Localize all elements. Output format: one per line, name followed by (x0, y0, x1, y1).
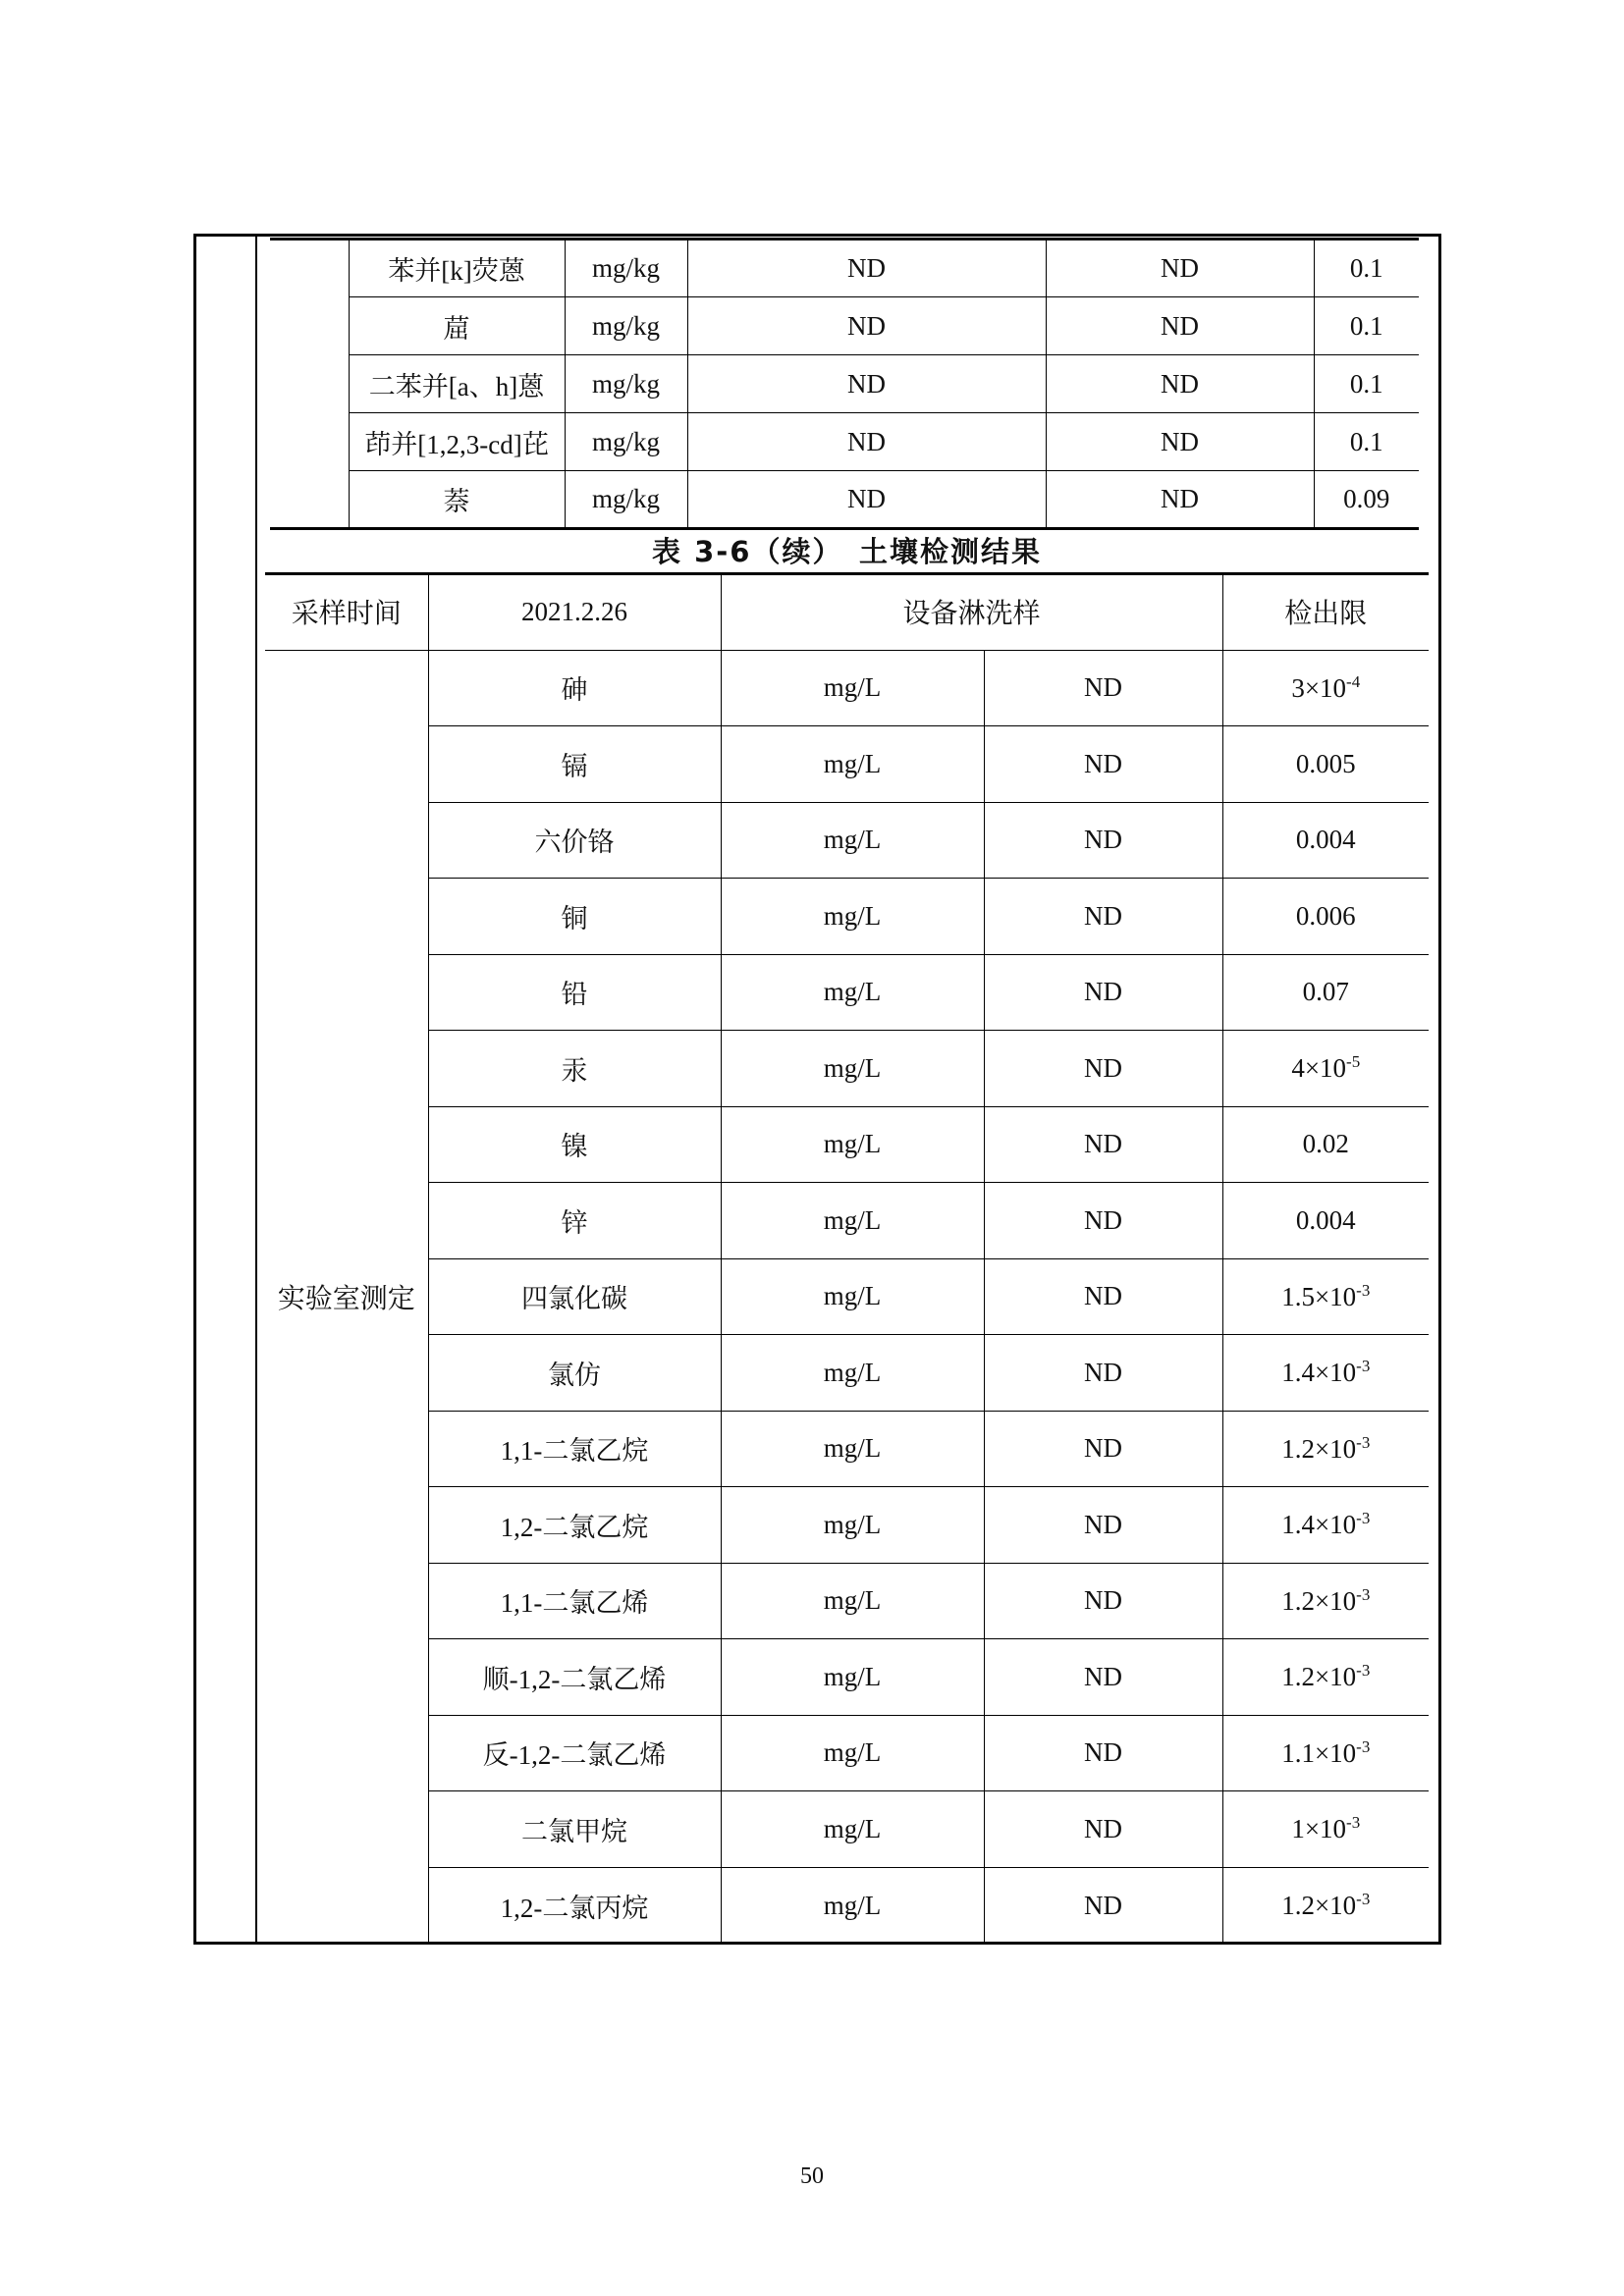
table-row (265, 1411, 1429, 1487)
result-value: ND (984, 1258, 1222, 1335)
limit-base: 1.2×10 (1281, 1585, 1357, 1616)
table-row (265, 1715, 1429, 1791)
unit: mg/L (721, 1563, 984, 1639)
unit: mg/kg (565, 413, 687, 471)
result-value: ND (984, 1411, 1222, 1487)
table-row (265, 1183, 1429, 1259)
unit: mg/L (721, 1487, 984, 1564)
analyte-name: 䓛 (349, 297, 565, 355)
detection-limit (1222, 1487, 1429, 1564)
unit: mg/kg (565, 355, 687, 413)
limit-base: 1×10 (1291, 1814, 1347, 1844)
result-value: ND (1046, 471, 1314, 529)
result-value: ND (984, 1639, 1222, 1716)
analyte-name: 氯仿 (428, 1335, 721, 1412)
left-inner-rule (255, 236, 257, 1944)
unit: mg/L (721, 1106, 984, 1183)
sampling-time-label: 采样时间 (265, 574, 428, 650)
detection-limit: 0.1 (1314, 413, 1419, 471)
result-value: ND (984, 954, 1222, 1031)
detection-limit (1222, 802, 1429, 879)
table-row (265, 1258, 1429, 1335)
detection-limit (1222, 1031, 1429, 1107)
table-row (270, 297, 1419, 355)
spacer-cell (270, 471, 349, 529)
unit: mg/kg (565, 471, 687, 529)
limit-exponent: -5 (1346, 1052, 1361, 1072)
result-value: ND (984, 802, 1222, 879)
header-row (265, 574, 1429, 650)
unit: mg/L (721, 1411, 984, 1487)
detection-limit (1222, 1715, 1429, 1791)
result-value: ND (687, 413, 1046, 471)
analyte-name: 反-1,2-二氯乙烯 (428, 1715, 721, 1791)
analyte-name: 镍 (428, 1106, 721, 1183)
spacer-cell (270, 355, 349, 413)
limit-base: 1.1×10 (1281, 1737, 1357, 1768)
detection-limit (1222, 1639, 1429, 1716)
table-row (270, 355, 1419, 413)
detection-limit (1222, 1106, 1429, 1183)
detection-limit (1222, 1411, 1429, 1487)
limit-base: 1.2×10 (1281, 1433, 1357, 1464)
limit-base: 1.5×10 (1281, 1281, 1357, 1311)
limit-exponent: -4 (1346, 671, 1361, 691)
table-row (265, 1487, 1429, 1564)
analyte-name: 汞 (428, 1031, 721, 1107)
detection-limit (1222, 1335, 1429, 1412)
result-value: ND (1046, 413, 1314, 471)
limit-base: 1.4×10 (1281, 1510, 1357, 1540)
group-label: 实验室测定 (265, 650, 428, 1944)
limit-base: 0.07 (1302, 977, 1349, 1007)
limit-exponent: -3 (1356, 1736, 1371, 1756)
analyte-name: 六价铬 (428, 802, 721, 879)
unit: mg/L (721, 1715, 984, 1791)
detection-limit (1222, 1563, 1429, 1639)
unit: mg/L (721, 1335, 984, 1412)
detection-limit: 0.09 (1314, 471, 1419, 529)
table-row (265, 1639, 1429, 1716)
limit-base: 0.004 (1295, 825, 1356, 855)
unit: mg/L (721, 1639, 984, 1716)
unit: mg/kg (565, 240, 687, 297)
table-row (265, 879, 1429, 955)
result-value: ND (984, 1335, 1222, 1412)
result-value: ND (984, 1715, 1222, 1791)
unit: mg/L (721, 802, 984, 879)
analyte-name: 铅 (428, 954, 721, 1031)
result-value: ND (984, 1106, 1222, 1183)
table-row (265, 1335, 1429, 1412)
result-value: ND (687, 240, 1046, 297)
table-row (265, 954, 1429, 1031)
table-row (265, 1031, 1429, 1107)
table-caption: 表 3-6（续） 土壤检测结果 (652, 535, 1042, 568)
spacer-cell (270, 413, 349, 471)
result-value: ND (984, 1031, 1222, 1107)
table-row (265, 1563, 1429, 1639)
result-value: ND (1046, 297, 1314, 355)
unit: mg/L (721, 1791, 984, 1868)
soil-results-table (265, 574, 1429, 1944)
table-row (265, 1791, 1429, 1868)
limit-base: 0.004 (1295, 1204, 1356, 1235)
detection-limit (1222, 879, 1429, 955)
unit: mg/L (721, 1258, 984, 1335)
page-number: 50 (800, 2163, 824, 2189)
spacer-cell (270, 240, 349, 297)
limit-exponent: -3 (1356, 1890, 1371, 1908)
analyte-name: 二氯甲烷 (428, 1791, 721, 1868)
table-row (265, 650, 1429, 726)
continued-results-table (270, 238, 1419, 530)
analyte-name: 1,1-二氯乙烯 (428, 1563, 721, 1639)
detection-limit (1222, 954, 1429, 1031)
limit-base: 4×10 (1291, 1053, 1347, 1084)
table-row (265, 802, 1429, 879)
limit-base: 0.02 (1302, 1129, 1349, 1159)
unit: mg/L (721, 650, 984, 726)
limit-exponent: -3 (1356, 1661, 1371, 1681)
table-row (270, 471, 1419, 529)
analyte-name: 锌 (428, 1183, 721, 1259)
result-value: ND (984, 726, 1222, 803)
detection-limit-label: 检出限 (1222, 574, 1429, 650)
result-value: ND (687, 471, 1046, 529)
limit-exponent: -3 (1356, 1357, 1371, 1376)
result-value: ND (984, 1867, 1222, 1944)
detection-limit (1222, 1258, 1429, 1335)
table-row (265, 726, 1429, 803)
limit-exponent: -3 (1356, 1509, 1371, 1528)
table-row (265, 1867, 1429, 1944)
detection-limit (1222, 1867, 1429, 1944)
detection-limit: 0.1 (1314, 240, 1419, 297)
spacer-cell (270, 297, 349, 355)
result-value: ND (984, 1791, 1222, 1868)
unit: mg/L (721, 1183, 984, 1259)
detection-limit (1222, 650, 1429, 726)
analyte-name: 1,2-二氯乙烷 (428, 1487, 721, 1564)
detection-limit: 0.1 (1314, 355, 1419, 413)
detection-limit (1222, 1791, 1429, 1868)
unit: mg/L (721, 879, 984, 955)
table-row (270, 413, 1419, 471)
result-value: ND (1046, 355, 1314, 413)
limit-exponent: -3 (1356, 1280, 1371, 1300)
result-value: ND (687, 355, 1046, 413)
limit-base: 1.2×10 (1281, 1662, 1357, 1692)
table-row (265, 1106, 1429, 1183)
detection-limit (1222, 1183, 1429, 1259)
result-value: ND (984, 1563, 1222, 1639)
detection-limit (1222, 726, 1429, 803)
analyte-name: 顺-1,2-二氯乙烯 (428, 1639, 721, 1716)
analyte-name: 镉 (428, 726, 721, 803)
analyte-name: 二苯并[a、h]蒽 (349, 355, 565, 413)
analyte-name: 茚并[1,2,3-cd]芘 (349, 413, 565, 471)
limit-exponent: -3 (1346, 1813, 1361, 1833)
result-value: ND (1046, 240, 1314, 297)
analyte-name: 砷 (428, 650, 721, 726)
limit-base: 0.006 (1295, 900, 1356, 931)
detection-limit: 0.1 (1314, 297, 1419, 355)
limit-exponent: -3 (1356, 1432, 1371, 1452)
unit: mg/L (721, 1867, 984, 1944)
limit-base: 1.2×10 (1281, 1891, 1357, 1920)
sample-type: 设备淋洗样 (721, 574, 1222, 650)
limit-base: 1.4×10 (1281, 1358, 1357, 1388)
analyte-name: 四氯化碳 (428, 1258, 721, 1335)
result-value: ND (984, 650, 1222, 726)
unit: mg/L (721, 954, 984, 1031)
unit: mg/L (721, 1031, 984, 1107)
table-row (270, 240, 1419, 297)
unit: mg/kg (565, 297, 687, 355)
analyte-name: 1,2-二氯丙烷 (428, 1867, 721, 1944)
analyte-name: 苯并[k]荧蒽 (349, 240, 565, 297)
sampling-date: 2021.2.26 (428, 574, 721, 650)
limit-base: 3×10 (1291, 672, 1347, 703)
analyte-name: 萘 (349, 471, 565, 529)
limit-exponent: -3 (1356, 1584, 1371, 1604)
result-value: ND (687, 297, 1046, 355)
result-value: ND (984, 879, 1222, 955)
limit-base: 0.005 (1295, 748, 1356, 778)
analyte-name: 1,1-二氯乙烷 (428, 1411, 721, 1487)
analyte-name: 铜 (428, 879, 721, 955)
result-value: ND (984, 1183, 1222, 1259)
result-value: ND (984, 1487, 1222, 1564)
unit: mg/L (721, 726, 984, 803)
